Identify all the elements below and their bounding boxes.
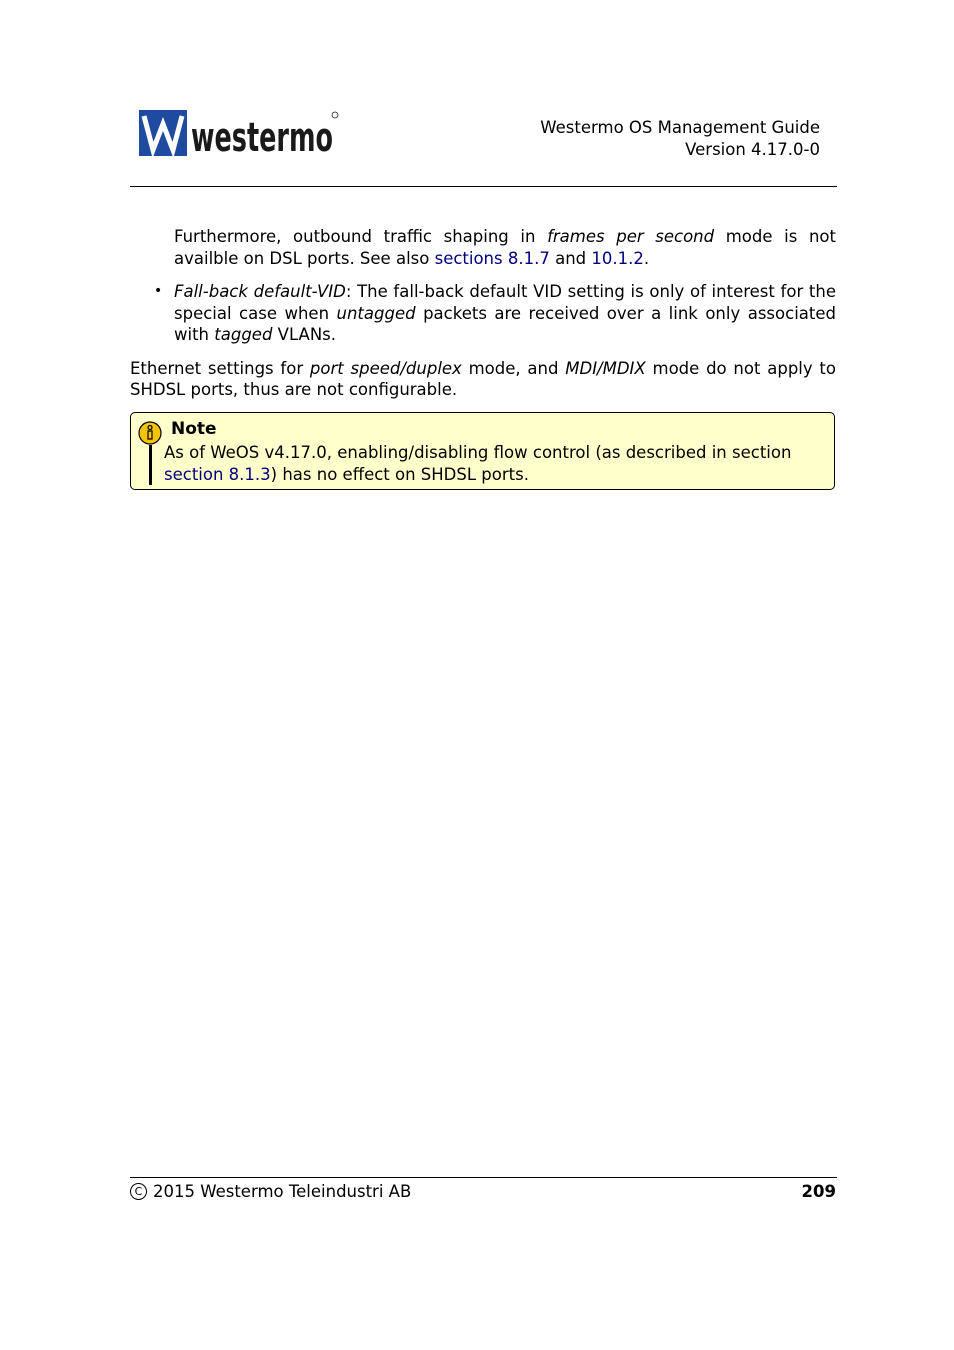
document-title: Westermo OS Management Guide bbox=[540, 118, 820, 137]
text: As of WeOS v4.17.0, enabling/disabling flow control (as described in section bbox=[164, 443, 792, 462]
emphasis: tagged bbox=[214, 325, 273, 344]
page-content bbox=[130, 226, 836, 401]
text: mode, and bbox=[461, 358, 566, 378]
footer-copyright bbox=[130, 1182, 411, 1201]
emphasis: port speed/duplex bbox=[309, 358, 462, 378]
emphasis: frames per second bbox=[547, 227, 715, 246]
note-bar bbox=[149, 445, 152, 485]
text: VLANs. bbox=[272, 325, 336, 344]
copyright-icon: C bbox=[130, 1183, 147, 1200]
text: Furthermore, outbound traffic shaping in bbox=[174, 227, 548, 246]
text: packets are received over a link only associated with bbox=[174, 303, 836, 344]
link-10-1-2[interactable]: 10.1.2 bbox=[591, 248, 644, 268]
emphasis: MDI/MDIX bbox=[565, 358, 646, 378]
ethernet-settings-paragraph bbox=[130, 358, 836, 401]
westermo-logo bbox=[139, 110, 339, 161]
text: . bbox=[643, 248, 650, 268]
text: : The fall-back default VID setting is only of interest for the special case when bbox=[174, 282, 836, 323]
list-item-fallback-vid bbox=[130, 281, 836, 346]
page-number: 209 bbox=[801, 1182, 836, 1201]
bullet-marker: • bbox=[154, 283, 163, 299]
note-box bbox=[130, 412, 835, 490]
note-text bbox=[164, 442, 828, 485]
link-section-8-1-3[interactable]: section 8.1.3 bbox=[164, 464, 271, 484]
link-sections-8-1-7[interactable]: sections 8.1.7 bbox=[434, 248, 550, 268]
svg-text:westermo: westermo bbox=[191, 115, 333, 161]
info-icon bbox=[138, 421, 162, 445]
footer-divider bbox=[130, 1177, 837, 1178]
text: ) has no effect on SHDSL ports. bbox=[270, 464, 529, 484]
text: mode do not apply to SHDSL ports, thus are not configurable. bbox=[130, 358, 836, 399]
text: mode is not availble on DSL ports. See also bbox=[174, 227, 836, 268]
emphasis: Fall-back default-VID bbox=[174, 282, 346, 301]
note-title: Note bbox=[171, 419, 217, 439]
document-header bbox=[540, 117, 820, 161]
copyright-text: 2015 Westermo Teleindustri AB bbox=[153, 1182, 412, 1201]
document-version: Version 4.17.0-0 bbox=[685, 140, 820, 159]
text: and bbox=[549, 248, 592, 268]
header-divider bbox=[130, 186, 837, 187]
emphasis: untagged bbox=[336, 303, 416, 323]
traffic-shaping-paragraph bbox=[130, 226, 836, 269]
text: Ethernet settings for bbox=[130, 358, 310, 378]
